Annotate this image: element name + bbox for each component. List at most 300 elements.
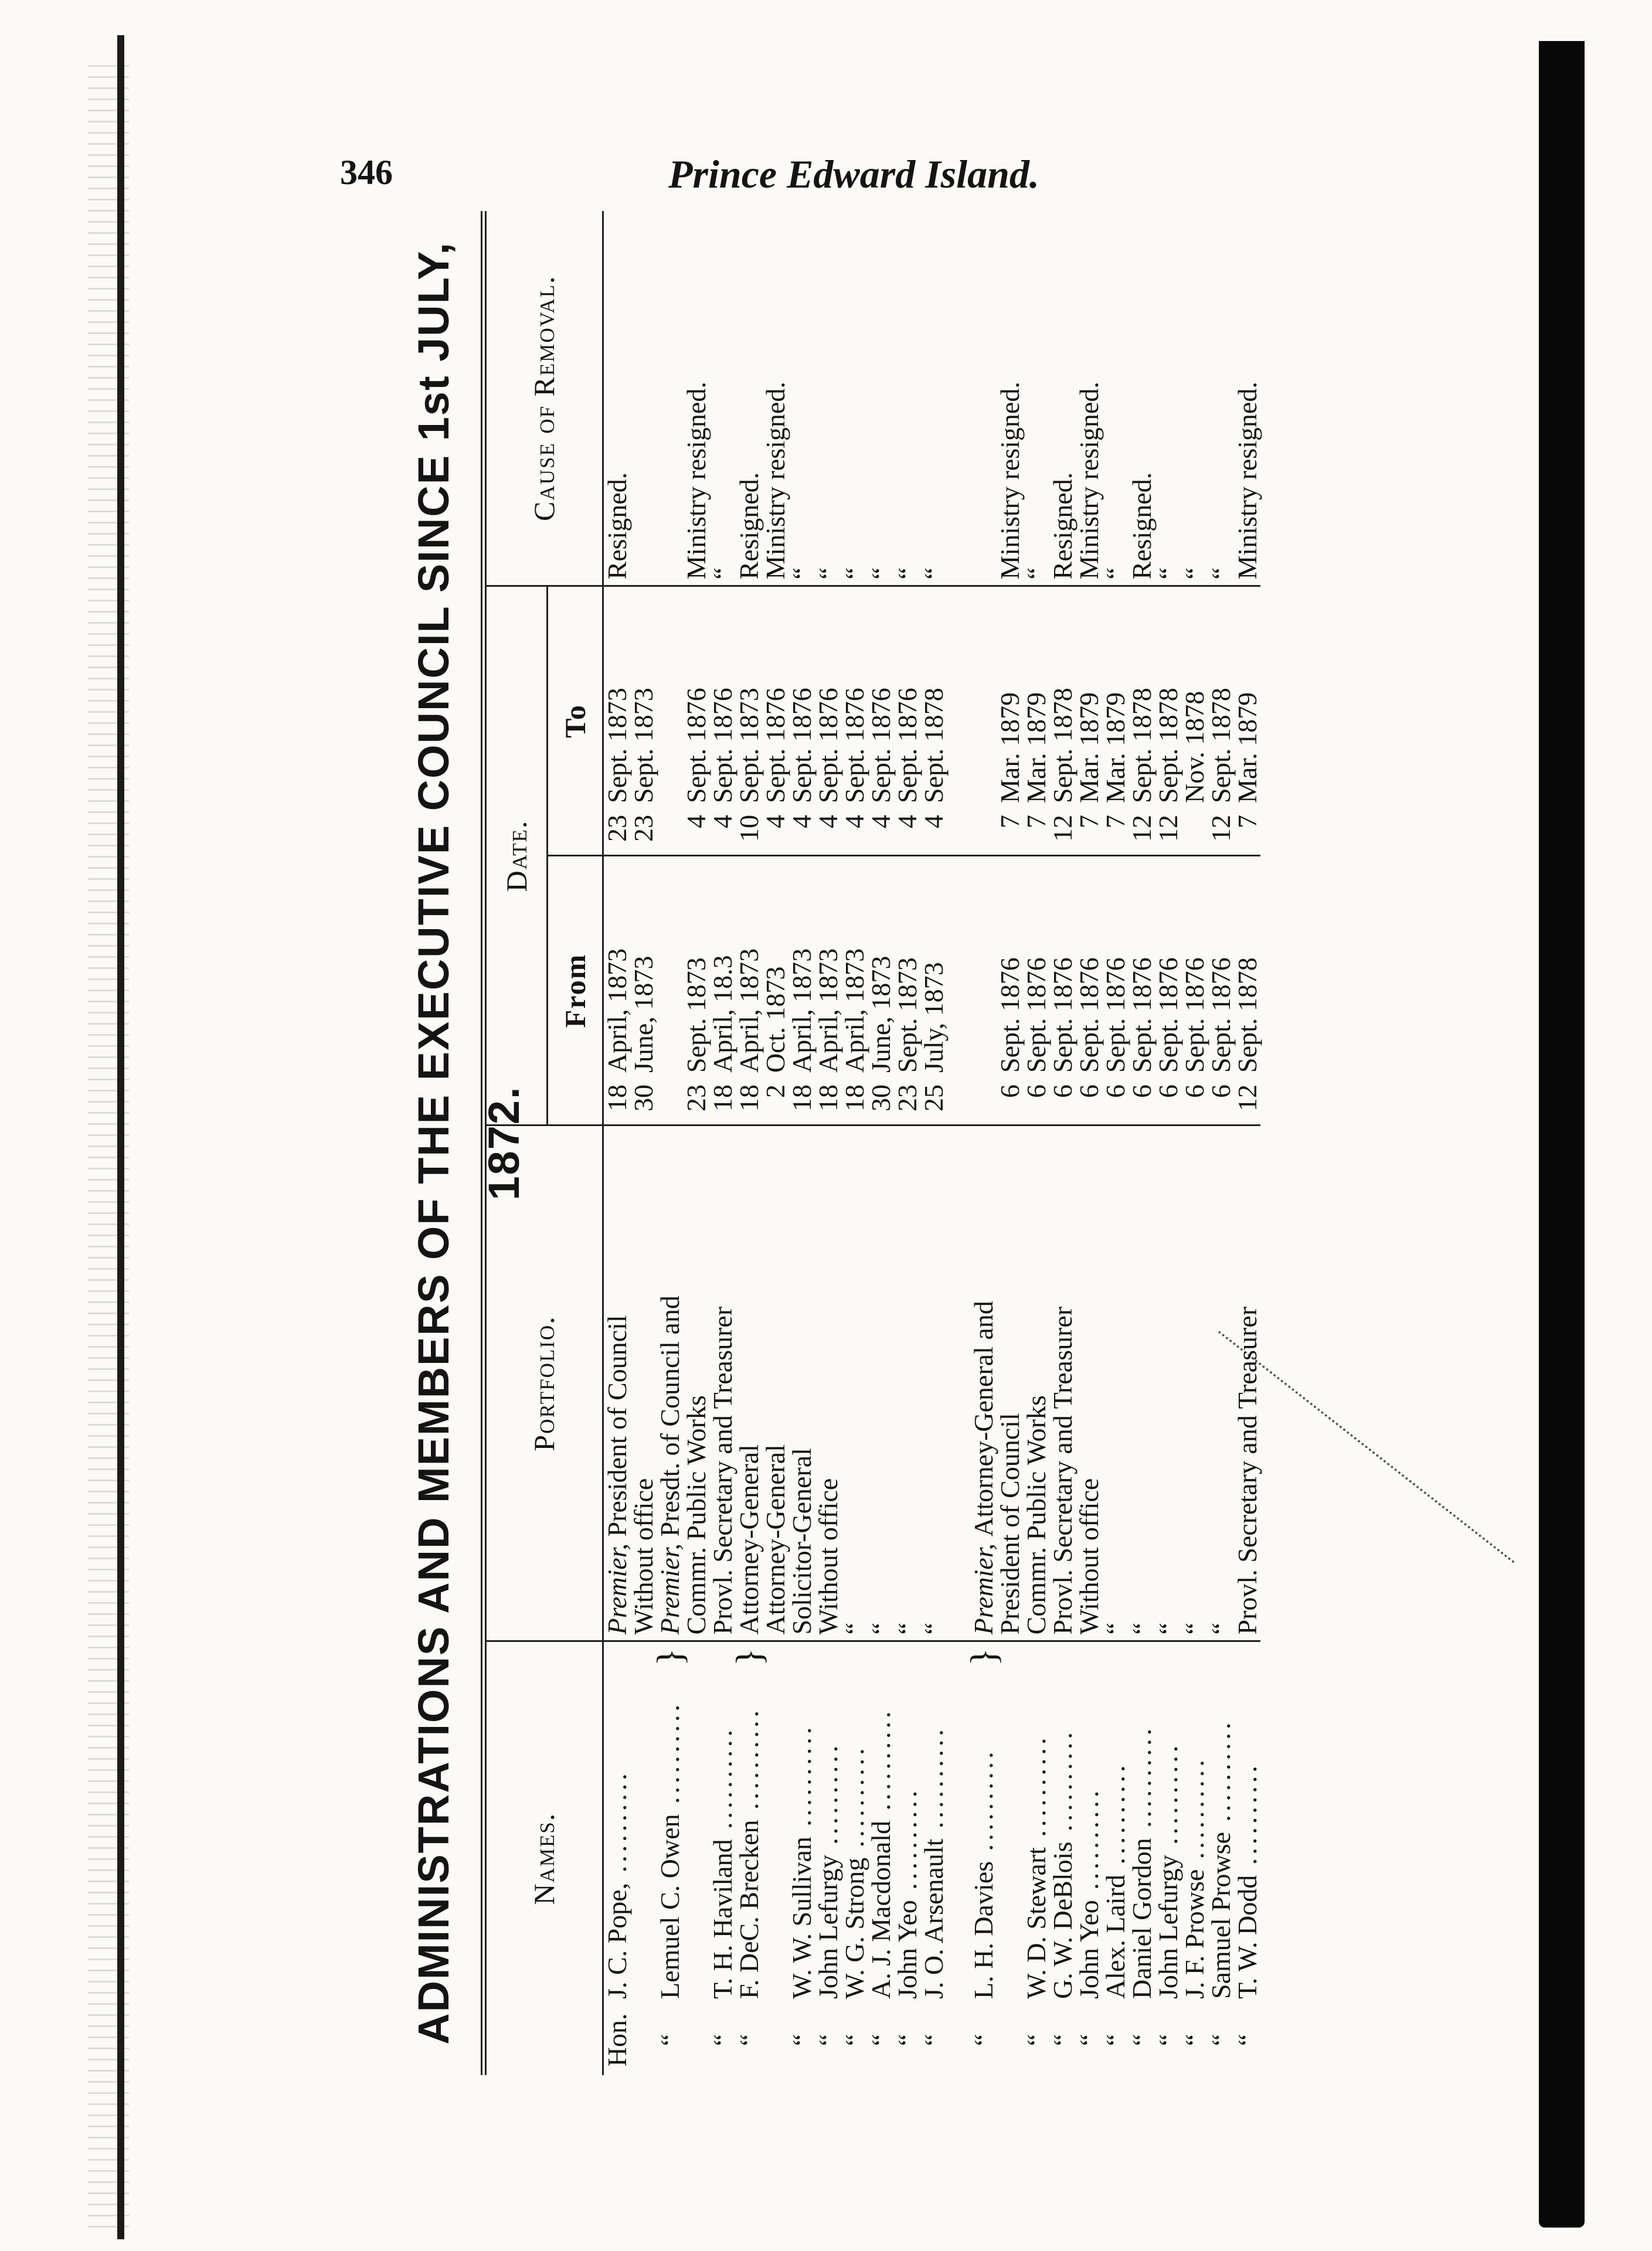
table-cell-to-day: 7 bbox=[1076, 809, 1102, 856]
table-cell-prefix: “ bbox=[1179, 2034, 1209, 2046]
table-cell-from-day: 12 bbox=[1234, 1079, 1260, 1126]
table-cell-to-date: Sept. 1873 bbox=[734, 688, 764, 803]
table-cell-portfolio bbox=[1049, 1126, 1076, 1641]
portfolio-text: Attorney-General bbox=[734, 1444, 764, 1635]
leader-dots: .......... bbox=[968, 1748, 998, 1861]
table-cell-prefix: “ bbox=[1232, 2034, 1262, 2046]
table-title: ADMINISTRATIONS AND MEMBERS OF THE EXECUTIVE COUNCIL SINCE 1st JULY, 1872. bbox=[409, 242, 528, 2045]
table-cell-to-date bbox=[970, 586, 997, 809]
leader-dots: .......... bbox=[1179, 1756, 1209, 1869]
rotated-table-block bbox=[399, 211, 1419, 2075]
portfolio-text: Without office bbox=[1074, 1478, 1104, 1635]
table-cell-to-day bbox=[657, 809, 683, 856]
member-name: L. H. Davies bbox=[968, 1861, 998, 1999]
table-cell-from-day: 18 bbox=[736, 1079, 762, 1126]
table-cell-cause: Resigned. bbox=[1128, 211, 1155, 586]
portfolio-text: Solicitor-General bbox=[787, 1448, 817, 1635]
table-row bbox=[630, 211, 657, 2075]
portfolio-text: Provl. Secretary and Treasurer bbox=[708, 1306, 737, 1635]
table-cell-to-date: Sept. 1876 bbox=[681, 688, 711, 803]
table-cell-name bbox=[1208, 1641, 1234, 2005]
leader-dots: .......... bbox=[708, 1726, 737, 1839]
leader-dots: .......... bbox=[655, 1701, 685, 1814]
table-cell-portfolio bbox=[1076, 1126, 1102, 1641]
table-cell-portfolio bbox=[1208, 1126, 1234, 1641]
table-cell-cause: Ministry resigned. bbox=[1234, 211, 1260, 586]
table-cell-from-date: Sept. 1876 bbox=[1021, 957, 1051, 1073]
table-row bbox=[788, 211, 815, 2075]
table-cell-name bbox=[683, 1641, 709, 2005]
table-cell-cause: Ministry resigned. bbox=[683, 211, 709, 586]
table-cell-portfolio bbox=[997, 1126, 1023, 1641]
table-cell-prefix: “ bbox=[866, 2034, 896, 2046]
gap-cell bbox=[947, 586, 970, 809]
table-cell-from-day: 23 bbox=[894, 1079, 920, 1126]
table-cell-name bbox=[762, 1641, 788, 2005]
leader-dots: .......... bbox=[1232, 1762, 1262, 1875]
table-cell-cause: “ bbox=[920, 211, 947, 586]
portfolio-text: President of Council bbox=[995, 1413, 1025, 1635]
table-cell-from-day: 6 bbox=[1181, 1079, 1208, 1126]
table-row bbox=[997, 211, 1023, 2075]
table-cell-from-date: Sept. 1876 bbox=[1127, 957, 1157, 1073]
member-name: A. J. Macdonald bbox=[866, 1820, 896, 1999]
table-cell-to-day: 4 bbox=[920, 809, 947, 856]
table-cell-cause: Ministry resigned. bbox=[762, 211, 788, 586]
table-cell-to-day: 10 bbox=[736, 809, 762, 856]
table-cell-to-date: Sept. 1878 bbox=[1048, 688, 1077, 803]
table-cell-to-date: Mar. 1879 bbox=[1232, 692, 1262, 803]
table-cell-from-day: 18 bbox=[815, 1079, 841, 1126]
table-cell-from-date: Sept. 1878 bbox=[1232, 957, 1262, 1073]
table-cell-to-day: 12 bbox=[1049, 809, 1076, 856]
table-cell-to-date: Mar. 1879 bbox=[1074, 692, 1104, 803]
table-cell-from-date: Sept. 1876 bbox=[1206, 957, 1236, 1073]
table-cell-prefix: “ bbox=[787, 2034, 817, 2046]
table-cell-cause: “ bbox=[868, 211, 894, 586]
table-cell-cause: “ bbox=[1181, 211, 1208, 586]
table-row bbox=[1234, 211, 1260, 2075]
gap-cell bbox=[947, 1079, 970, 1126]
table-cell-name bbox=[603, 1641, 631, 2005]
table-cell-cause: Ministry resigned. bbox=[997, 211, 1023, 586]
table-cell-to-date: Sept. 1878 bbox=[1127, 688, 1157, 803]
table-cell-to-day: 4 bbox=[894, 809, 920, 856]
table-cell-to-day: 12 bbox=[1208, 809, 1234, 856]
table-cell-to-date: Mar. 1879 bbox=[1021, 692, 1051, 803]
portfolio-text: Provl. Secretary and Treasurer bbox=[1048, 1306, 1077, 1635]
table-cell-to-day: 4 bbox=[841, 809, 868, 856]
table-cell-to-date: Sept. 1876 bbox=[708, 688, 737, 803]
table-cell-portfolio bbox=[1128, 1126, 1155, 1641]
table-cell-prefix bbox=[683, 2005, 709, 2075]
leader-dots: .......... bbox=[1048, 1729, 1077, 1842]
table-cell-from-date: Sept. 1876 bbox=[1100, 957, 1130, 1073]
table-cell-from-date: April, 1873 bbox=[734, 948, 764, 1073]
table-row bbox=[1023, 211, 1049, 2075]
table-cell-name bbox=[1181, 1641, 1208, 2005]
table-cell-name bbox=[1234, 1641, 1260, 2005]
table-cell-prefix: “ bbox=[813, 2034, 843, 2046]
table-cell-to-day: 7 bbox=[1023, 809, 1049, 856]
table-cell-prefix: “ bbox=[968, 2034, 998, 2046]
scan-edge-left bbox=[117, 35, 124, 2239]
table-cell-to-day: 4 bbox=[762, 809, 788, 856]
table-cell-from-day: 6 bbox=[1155, 1079, 1181, 1126]
table-cell-from-day: 6 bbox=[1208, 1079, 1234, 1126]
table-row bbox=[970, 211, 997, 2075]
member-name: J. O. Arsenault bbox=[919, 1838, 949, 1999]
table-row bbox=[1076, 211, 1102, 2075]
member-name: Daniel Gordon bbox=[1127, 1838, 1157, 1999]
table-cell-name bbox=[841, 1641, 868, 2005]
table-row bbox=[815, 211, 841, 2075]
table-cell-name bbox=[630, 1641, 657, 2005]
table-cell-prefix: “ bbox=[1100, 2034, 1130, 2046]
table-cell-prefix bbox=[997, 2005, 1023, 2075]
table-cell-prefix: “ bbox=[1153, 2034, 1183, 2046]
table-cell-from-day: 25 bbox=[920, 1079, 947, 1126]
table-cell-from-date: April, 1873 bbox=[839, 948, 869, 1073]
running-head: Prince Edward Island. bbox=[668, 152, 1039, 196]
page-number: 346 bbox=[340, 153, 393, 192]
member-name: W. W. Sullivan bbox=[787, 1837, 817, 1999]
table-cell-from-day: 6 bbox=[1023, 1079, 1049, 1126]
table-cell-cause bbox=[970, 211, 997, 586]
table-cell-from-date bbox=[657, 856, 683, 1079]
table-row bbox=[868, 211, 894, 2075]
table-cell-to-date: Sept. 1876 bbox=[839, 688, 869, 803]
table-cell-from-date: April, 1873 bbox=[787, 948, 817, 1073]
table-cell-portfolio bbox=[1155, 1126, 1181, 1641]
portfolio-text: “ bbox=[1100, 1623, 1130, 1635]
table-cell-prefix: “ bbox=[708, 2034, 737, 2046]
table-row bbox=[1049, 211, 1076, 2075]
table-cell-from-day: 18 bbox=[788, 1079, 815, 1126]
member-name: J. F. Prowse bbox=[1179, 1869, 1209, 1999]
table-cell-name bbox=[997, 1641, 1023, 2005]
table-cell-to-date: Mar. 1879 bbox=[1100, 692, 1130, 803]
table-cell-to-date bbox=[657, 586, 683, 809]
table-cell-portfolio bbox=[683, 1126, 709, 1641]
table-cell-from-day: 30 bbox=[630, 1079, 657, 1126]
table-cell-to-date: Sept. 1876 bbox=[892, 688, 922, 803]
portfolio-text: Provl. Secretary and Treasurer bbox=[1232, 1306, 1262, 1635]
leader-dots: .......... bbox=[1127, 1725, 1157, 1838]
table-cell-from-date bbox=[970, 856, 997, 1079]
member-name: John Yeo bbox=[892, 1900, 922, 1999]
table-row bbox=[1102, 211, 1128, 2075]
table-cell-cause: “ bbox=[894, 211, 920, 586]
table-cell-cause: “ bbox=[1023, 211, 1049, 586]
table-cell-prefix: Hon. bbox=[602, 2013, 632, 2067]
scan-edge-right bbox=[1539, 41, 1585, 2228]
table-cell-portfolio bbox=[1102, 1126, 1128, 1641]
table-cell-from-date: Sept. 1876 bbox=[1153, 957, 1183, 1073]
table-cell-prefix: “ bbox=[655, 2034, 685, 2046]
table-cell-cause: “ bbox=[1208, 211, 1234, 586]
table-cell-prefix: “ bbox=[839, 2034, 869, 2046]
table-cell-portfolio bbox=[603, 1126, 631, 1641]
table-cell-cause: Resigned. bbox=[1049, 211, 1076, 586]
member-name: F. DeC. Brecken bbox=[734, 1820, 764, 1999]
table-cell-to-day: 7 bbox=[1102, 809, 1128, 856]
portfolio-text: “ bbox=[892, 1623, 922, 1635]
table-cell-to-date: Nov. 1878 bbox=[1179, 691, 1209, 803]
member-name: W. G. Strong bbox=[839, 1857, 869, 1999]
leader-dots: .......... bbox=[839, 1745, 869, 1858]
brace-icon: } bbox=[728, 1648, 770, 1667]
leader-dots: .......... bbox=[919, 1726, 949, 1839]
table-cell-to-day: 4 bbox=[683, 809, 709, 856]
table-cell-from-date: Sept. 1876 bbox=[995, 957, 1025, 1073]
table-cell-from-day: 18 bbox=[709, 1079, 736, 1126]
table-cell-to-date: Sept. 1876 bbox=[813, 688, 843, 803]
table-row bbox=[736, 211, 762, 2075]
table-cell-to-date: Sept. 1878 bbox=[1153, 688, 1183, 803]
table-cell-from-day: 6 bbox=[1049, 1079, 1076, 1126]
table-cell-to-day: 4 bbox=[709, 809, 736, 856]
table-cell-portfolio bbox=[657, 1126, 683, 1641]
leader-dots: .......... bbox=[813, 1742, 843, 1855]
table-cell-from-date: April, 1873 bbox=[602, 948, 632, 1073]
table-cell-name bbox=[1128, 1641, 1155, 2005]
table-row bbox=[657, 211, 683, 2075]
member-name: J. C. Pope, bbox=[602, 1882, 632, 1999]
table-cell-name bbox=[1102, 1641, 1128, 2005]
table-cell-cause: “ bbox=[788, 211, 815, 586]
portfolio-text: “ bbox=[866, 1623, 896, 1635]
table-cell-from-day: 18 bbox=[603, 1079, 631, 1126]
table-row bbox=[894, 211, 920, 2075]
table-cell-to-date: Sept. 1873 bbox=[628, 688, 658, 803]
table-row bbox=[683, 211, 709, 2075]
table-cell-from-day: 6 bbox=[1102, 1079, 1128, 1126]
table-cell-prefix bbox=[762, 2005, 788, 2075]
leader-dots: .......... bbox=[602, 1770, 632, 1883]
table-cell-to-date: Sept. 1876 bbox=[787, 688, 817, 803]
portfolio-text: President of Council bbox=[602, 1315, 632, 1537]
table-cell-from-day: 6 bbox=[1128, 1079, 1155, 1126]
table-cell-to-day: 12 bbox=[1155, 809, 1181, 856]
table-row bbox=[709, 211, 736, 2075]
table-cell-from-date: April, 1873 bbox=[813, 948, 843, 1073]
portfolio-text: Commr. Public Works bbox=[1021, 1395, 1051, 1635]
leader-dots: .......... bbox=[892, 1787, 922, 1900]
portfolio-premier-label: Premier, bbox=[602, 1536, 632, 1635]
table-cell-from-day: 18 bbox=[841, 1079, 868, 1126]
table-cell-cause: “ bbox=[1155, 211, 1181, 586]
member-name: W. D. Stewart bbox=[1021, 1847, 1051, 1999]
table-cell-cause: Resigned. bbox=[736, 211, 762, 586]
table-cell-from-date: Sept. 1873 bbox=[892, 957, 922, 1073]
portfolio-text: Attorney-General and bbox=[968, 1301, 998, 1537]
table-cell-prefix: “ bbox=[1021, 2034, 1051, 2046]
table-cell-portfolio bbox=[709, 1126, 736, 1641]
table-cell-to-date: Sept. 1878 bbox=[1206, 688, 1236, 803]
table-cell-name bbox=[649, 1641, 691, 2005]
header-cause: Cause of Removal. bbox=[484, 211, 603, 586]
portfolio-text: “ bbox=[1206, 1623, 1236, 1635]
table-cell-portfolio bbox=[736, 1126, 762, 1641]
table-cell-cause: “ bbox=[1102, 211, 1128, 586]
table-cell-to-date: Sept. 1878 bbox=[919, 688, 949, 803]
portfolio-text: “ bbox=[919, 1623, 949, 1635]
header-date: Date. bbox=[484, 586, 548, 1126]
header-row bbox=[484, 211, 548, 2075]
table-cell-prefix: “ bbox=[1048, 2034, 1077, 2046]
member-name: John Lefurgy bbox=[1153, 1855, 1183, 1999]
table-cell-from-day: 30 bbox=[868, 1079, 894, 1126]
table-cell-prefix: “ bbox=[1127, 2034, 1157, 2046]
table-row bbox=[1128, 211, 1155, 2075]
table-cell-name bbox=[1023, 1641, 1049, 2005]
table-cell-cause: Ministry resigned. bbox=[1076, 211, 1102, 586]
table-cell-to-day: 12 bbox=[1128, 809, 1155, 856]
header-portfolio: Portfolio. bbox=[484, 1126, 603, 1641]
table-cell-name bbox=[920, 1641, 947, 2005]
table-cell-name bbox=[963, 1641, 1004, 2005]
leader-dots: .......... bbox=[734, 1707, 764, 1820]
portfolio-text: Without office bbox=[628, 1478, 658, 1635]
header-names: Names. bbox=[528, 1812, 560, 1905]
table-cell-portfolio bbox=[841, 1126, 868, 1641]
portfolio-text: “ bbox=[839, 1623, 869, 1635]
member-name: John Lefurgy bbox=[813, 1855, 843, 1999]
portfolio-text: Attorney-General bbox=[760, 1444, 790, 1635]
header-from: From bbox=[548, 856, 603, 1126]
member-name: Lemuel C. Owen bbox=[655, 1814, 685, 1999]
table-cell-portfolio bbox=[920, 1126, 947, 1641]
table-cell-from-day bbox=[970, 1079, 997, 1126]
portfolio-text: Without office bbox=[813, 1478, 843, 1635]
table-row bbox=[841, 211, 868, 2075]
leader-dots: .......... bbox=[1153, 1742, 1183, 1855]
member-name: John Yeo bbox=[1074, 1900, 1104, 1999]
table-cell-to-day: 4 bbox=[815, 809, 841, 856]
table-cell-portfolio bbox=[788, 1126, 815, 1641]
table-cell-from-date: Sept. 1873 bbox=[681, 957, 711, 1073]
table-row bbox=[603, 211, 631, 2075]
gap-cell bbox=[947, 211, 970, 586]
table-cell-name bbox=[894, 1641, 920, 2005]
table-cell-portfolio bbox=[894, 1126, 920, 1641]
table-row bbox=[762, 211, 788, 2075]
council-table bbox=[481, 211, 1260, 2075]
portfolio-text: Commr. Public Works bbox=[681, 1395, 711, 1635]
table-cell-prefix: “ bbox=[734, 2034, 764, 2046]
gap-cell bbox=[947, 1641, 970, 2005]
table-cell-to-date: Sept. 1873 bbox=[602, 688, 632, 803]
table-cell-name bbox=[815, 1641, 841, 2005]
table-cell-cause: “ bbox=[841, 211, 868, 586]
portfolio-text: “ bbox=[1127, 1623, 1157, 1635]
table-cell-to-day: 7 bbox=[1234, 809, 1260, 856]
table-cell-to-day bbox=[1181, 809, 1208, 856]
table-cell-to-day: 4 bbox=[868, 809, 894, 856]
header-to: To bbox=[548, 586, 603, 856]
table-cell-to-date: Mar. 1879 bbox=[995, 692, 1025, 803]
table-row bbox=[1208, 211, 1234, 2075]
table-cell-portfolio bbox=[1023, 1126, 1049, 1641]
table-cell-to-day: 4 bbox=[788, 809, 815, 856]
table-cell-to-day: 7 bbox=[997, 809, 1023, 856]
table-cell-from-day: 23 bbox=[683, 1079, 709, 1126]
table-row bbox=[1181, 211, 1208, 2075]
gap-cell bbox=[947, 856, 970, 1079]
leader-dots: .......... bbox=[1074, 1787, 1104, 1900]
gap-cell bbox=[947, 1126, 970, 1641]
member-name: T. H. Haviland bbox=[708, 1839, 737, 1999]
table-cell-from-day: 6 bbox=[997, 1079, 1023, 1126]
table-cell-cause: Resigned. bbox=[603, 211, 631, 586]
table-cell-prefix bbox=[630, 2005, 657, 2075]
member-name: T. W. Dodd bbox=[1232, 1875, 1262, 1999]
table-cell-from-date: June, 1873 bbox=[866, 956, 896, 1073]
table-cell-from-date: Sept. 1876 bbox=[1048, 957, 1077, 1073]
portfolio-premier-label: Premier, bbox=[655, 1536, 685, 1635]
table-cell-from-day bbox=[657, 1079, 683, 1126]
table-cell-portfolio bbox=[815, 1126, 841, 1641]
table-cell-from-date: June, 1873 bbox=[628, 956, 658, 1073]
leader-dots: .......... bbox=[1206, 1719, 1236, 1832]
table-cell-from-date: Sept. 1876 bbox=[1179, 957, 1209, 1073]
table-cell-from-day: 6 bbox=[1076, 1079, 1102, 1126]
leader-dots: .......... bbox=[787, 1723, 817, 1837]
table-cell-to-day: 23 bbox=[630, 809, 657, 856]
table-cell-from-day: 2 bbox=[762, 1079, 788, 1126]
gap-cell bbox=[947, 2005, 970, 2075]
member-name: Samuel Prowse bbox=[1206, 1832, 1236, 1999]
table-cell-prefix: “ bbox=[1206, 2034, 1236, 2046]
table-cell-prefix: “ bbox=[892, 2034, 922, 2046]
table-cell-cause bbox=[630, 211, 657, 586]
table-cell-to-date: Sept. 1876 bbox=[866, 688, 896, 803]
table-cell-to-date: Sept. 1876 bbox=[760, 688, 790, 803]
table-cell-name bbox=[728, 1641, 770, 2005]
table-cell-from-date: Oct. 1873 bbox=[760, 966, 790, 1073]
brace-icon: } bbox=[649, 1648, 691, 1667]
leader-dots: .......... bbox=[1100, 1762, 1130, 1875]
portfolio-premier-label: Premier, bbox=[968, 1536, 998, 1635]
table-cell-name bbox=[1155, 1641, 1181, 2005]
table-cell-prefix: “ bbox=[919, 2034, 949, 2046]
table-cell-cause: “ bbox=[815, 211, 841, 586]
table-cell-portfolio bbox=[1234, 1126, 1260, 1641]
member-name: Alex. Laird bbox=[1100, 1874, 1130, 1999]
leader-dots: .......... bbox=[866, 1708, 896, 1821]
table-cell-from-date: July, 1873 bbox=[919, 962, 949, 1073]
portfolio-text: Presdt. of Council and bbox=[655, 1295, 685, 1537]
table-cell-name bbox=[788, 1641, 815, 2005]
table-cell-prefix: “ bbox=[1074, 2034, 1104, 2046]
table-row bbox=[920, 211, 947, 2075]
table-cell-portfolio bbox=[868, 1126, 894, 1641]
table-cell-name bbox=[868, 1641, 894, 2005]
table-cell-to-day: 23 bbox=[603, 809, 631, 856]
table-cell-cause bbox=[657, 211, 683, 586]
table-cell-from-date: Sept. 1876 bbox=[1074, 957, 1104, 1073]
member-name: G. W. DeBlois bbox=[1048, 1841, 1077, 1999]
table-cell-name bbox=[1076, 1641, 1102, 2005]
brace-icon: } bbox=[963, 1648, 1004, 1667]
table-cell-name bbox=[709, 1641, 736, 2005]
table-cell-portfolio bbox=[630, 1126, 657, 1641]
portfolio-text: “ bbox=[1179, 1623, 1209, 1635]
group-gap bbox=[947, 211, 970, 2075]
table-row bbox=[1155, 211, 1181, 2075]
table-cell-name bbox=[1049, 1641, 1076, 2005]
